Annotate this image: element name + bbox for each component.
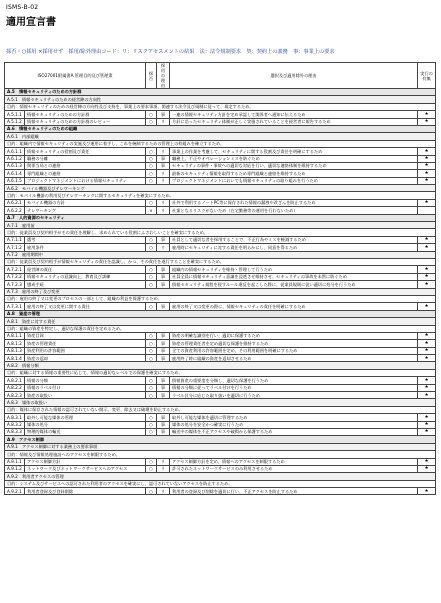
adopt-cell: ○ (146, 392, 157, 399)
implemented-mark: ★ (418, 347, 436, 354)
reason-detail-cell: 情報セキュリティ規程を侵すルール違反を起こした際に、従業員規則に従い適切に処分を行うため (170, 281, 418, 288)
header-reason: 採用の理由 (157, 63, 170, 89)
objective-row (5, 369, 436, 376)
table-row (5, 177, 436, 184)
table-row (5, 428, 436, 435)
control-number: A.6.1.2 (5, 155, 25, 162)
subsection-row (5, 96, 436, 103)
implemented-mark: ★ (418, 392, 436, 399)
reason-code-cell: 事 (157, 155, 170, 162)
reason-code-cell: 事 (157, 111, 170, 118)
implemented-mark: ★ (418, 236, 436, 243)
control-name: モバイル機器の方針 (25, 199, 146, 206)
objective-row (5, 325, 436, 332)
objective-text: 目的：システム及びサービスへの認可された利用者のアクセスを確実にし、認可されていないアクセスを防止するため。 (5, 480, 436, 487)
reason-detail-cell: 事業上の作業を考慮して、セキュリティに関する役割及び責任を明確にするため (170, 148, 418, 155)
reason-code-cell: 事 (157, 162, 170, 169)
reason-code-cell: 事 (157, 281, 170, 288)
adopt-cell: ○ (146, 377, 157, 384)
reason-detail-cell: 方針に沿ったセキュリティ体制が正しく実施されていることを経営者に報告するため (170, 118, 418, 125)
subsection-row (5, 185, 436, 192)
implemented-mark: ★ (418, 355, 436, 362)
reason-detail-cell: 組織内の情報セキュリティを維持・管理して行うため (170, 266, 418, 273)
header-status: 実行の有無 (418, 63, 436, 89)
implemented-mark: ★ (418, 244, 436, 251)
subsection-row (5, 251, 436, 258)
table-row (5, 347, 436, 354)
reason-code-cell: 事 (157, 266, 170, 273)
adopt-cell: ○ (146, 148, 157, 155)
adopt-cell: ○ (146, 118, 157, 125)
control-name: 取外し可能な媒体の管理 (25, 414, 146, 421)
control-number: A.7.1.2 (5, 244, 25, 251)
implemented-mark: ★ (418, 281, 436, 288)
control-number: A.8.1.4 (5, 355, 25, 362)
control-number: A.7.2.3 (5, 281, 25, 288)
adopt-cell: ○ (146, 414, 157, 421)
table-row (5, 392, 436, 399)
control-name: 資産の取扱い (25, 392, 146, 399)
reason-detail-cell: 職務上、不正やオペレーションミスを防ぐため (170, 155, 418, 162)
control-number: A.8.1.2 (5, 340, 25, 347)
control-number: A.5.1.2 (5, 118, 25, 125)
reason-detail-cell: 社員全員に情報セキュリティ意識を浸透させ維持させ、セキュリティの事故を未然に防ぐため (170, 273, 418, 280)
reason-code-cell: 事 (157, 377, 170, 384)
table-row (5, 414, 436, 421)
reason-detail-cell: 情報資産の重要度を分類し、適切な保護を行うため (170, 377, 418, 384)
table-row (5, 488, 436, 495)
section-row (5, 310, 436, 317)
control-name: プロジェクトマネジメントにおける情報セキュリティ (25, 177, 146, 184)
objective-text: 目的：雇用の終了又は変更のプロセスの一部として、組織の利益を保護するため。 (5, 295, 436, 302)
control-name: 関係当局との連絡 (25, 162, 146, 169)
table-row (5, 148, 436, 155)
control-name: 懲戒手続 (25, 281, 146, 288)
reason-code-cell: リ (157, 244, 170, 251)
control-number: A.8.2.3 (5, 392, 25, 399)
reason-detail-cell: 利用者の登録及び削除を適切に行い、不正アクセスを防止するため (170, 488, 418, 495)
objective-row (5, 258, 436, 265)
document-title: 適用宣言書 (6, 17, 56, 28)
subsection-title: A.5.1 情報セキュリティのための経営陣の方向性 (5, 96, 436, 103)
adopt-cell: ○ (146, 428, 157, 435)
adopt-cell: × (146, 207, 157, 214)
table-body (5, 89, 436, 495)
objective-text: 目的：従業員及び契約相手が情報セキュリティの責任を認識し、かつ、その責任を遂行することを確実にするため。 (5, 258, 436, 265)
control-number: A.7.2.1 (5, 266, 25, 273)
reason-detail-cell: 輸送中の媒体を不正アクセスや破損から保護するため (170, 428, 418, 435)
reason-code-cell: リ (157, 488, 170, 495)
reason-detail-cell: 許可されたネットワークサービスのみ利用させるため (170, 465, 418, 472)
section-title: A.6 情報セキュリティのための組織 (5, 125, 436, 132)
implemented-mark: ★ (418, 303, 436, 310)
control-name: 資産の返却 (25, 355, 146, 362)
reason-code-cell: 事 (157, 303, 170, 310)
objective-text: 目的：組織内で情報セキュリティの実施及び運用に着手し、これを統制するための管理上の枠組みを確立するため。 (5, 140, 436, 147)
table-row (5, 384, 436, 391)
reason-detail-cell: ラベル区分に応じた取り扱いを適切に行うため (170, 392, 418, 399)
control-name: 専門組織との連絡 (25, 170, 146, 177)
code-legend: 採否・○採用 ×採用せず 採用/除外理由コード：リ：リスクアセスメントの結果 法：法令規制要求 契：契約上の義務 事：事業上の要求 (6, 49, 335, 55)
control-number: A.6.1.5 (5, 177, 25, 184)
reason-detail-cell: 媒体の処分を安全かつ確実に行うため (170, 421, 418, 428)
objective-text: 目的：情報セキュリティのための経営陣の方向性及び支持を、事業上の要求事項、関連する法令及び規制に従って、規定するため。 (5, 103, 436, 110)
adopt-cell: ○ (146, 273, 157, 280)
reason-code-cell: 事 (157, 384, 170, 391)
table-header-row (5, 63, 436, 89)
header-adopt: 採否 (146, 63, 157, 89)
subsection-row (5, 362, 436, 369)
reason-code-cell: 事 (157, 355, 170, 362)
subsection-title: A.6.2 モバイル機器及びテレワーキング (5, 185, 436, 192)
objective-text: 目的：従業員及び契約相手がその責任を理解し、求められている役割にふさわしいことを確実にするため。 (5, 229, 436, 236)
reason-detail-cell: アクセス制御方針を定め、情報へのアクセスを制限するため (170, 458, 418, 465)
objective-text: 目的：モバイル機器の利用及びテレワーキングに関するセキュリティを確実にするため。 (5, 192, 436, 199)
table-row (5, 377, 436, 384)
control-name: ネットワーク及びネットワークサービスへのアクセス (25, 465, 146, 472)
reason-detail-cell: 資産の管理責任者を定め適切な保護を維持するため (170, 340, 418, 347)
adopt-cell: ○ (146, 465, 157, 472)
reason-code-cell: リ (157, 148, 170, 155)
table-row (5, 162, 436, 169)
control-name: テレワーキング (25, 207, 146, 214)
control-name: 選考 (25, 236, 146, 243)
adopt-cell: ○ (146, 303, 157, 310)
adopt-cell: ○ (146, 488, 157, 495)
control-name: 利用者登録及び登録削除 (25, 488, 146, 495)
control-number: A.7.2.2 (5, 273, 25, 280)
section-title: A.9 アクセス制御 (5, 436, 436, 443)
control-name: 情報の分類 (25, 377, 146, 384)
reason-code-cell: リ (157, 207, 170, 214)
implemented-mark: ★ (418, 384, 436, 391)
implemented-mark: ★ (418, 488, 436, 495)
table-row (5, 421, 436, 428)
implemented-mark: ★ (418, 266, 436, 273)
reason-detail-cell: 情報の分類に従ってラベル付けを行うため (170, 384, 418, 391)
document-id: ISMS-B-02 (6, 4, 39, 11)
control-number: A.9.1.1 (5, 458, 25, 465)
objective-text: 目的：組織の資産を特定し、適切な保護の責任を定めるため。 (5, 325, 436, 332)
section-row (5, 436, 436, 443)
subsection-row (5, 473, 436, 480)
implemented-mark: ★ (418, 199, 436, 206)
table-row (5, 170, 436, 177)
subsection-title: A.7.1 雇用前 (5, 222, 436, 229)
subsection-row (5, 318, 436, 325)
objective-row (5, 140, 436, 147)
adopt-cell: ○ (146, 355, 157, 362)
adopt-cell: ○ (146, 347, 157, 354)
objective-row (5, 451, 436, 458)
reason-detail-cell: 社業となるリスクがないため（在宅勤務等の運用を行わないため） (170, 207, 418, 214)
control-number: A.7.3.1 (5, 303, 25, 310)
subsection-title: A.9.2 利用者アクセスの管理 (5, 473, 436, 480)
adopt-cell: ○ (146, 458, 157, 465)
control-number: A.8.1.1 (5, 332, 25, 339)
implemented-mark: ★ (418, 148, 436, 155)
control-name: 資産目録 (25, 332, 146, 339)
table-row (5, 111, 436, 118)
objective-row (5, 295, 436, 302)
implemented-mark: ★ (418, 162, 436, 169)
section-title: A.7 人的資源のセキュリティ (5, 214, 436, 221)
control-number: A.7.1.1 (5, 236, 25, 243)
control-number: A.8.3.1 (5, 414, 25, 421)
table-row (5, 340, 436, 347)
reason-detail-cell: 社員として適切な者を採用することで、不正行為やミスを軽減するため (170, 236, 418, 243)
control-number: A.6.1.4 (5, 170, 25, 177)
control-name: 経営陣の責任 (25, 266, 146, 273)
subsection-title: A.8.2 情報分類 (5, 362, 436, 369)
implemented-mark: ★ (418, 421, 436, 428)
objective-text: 目的：媒体に保存された情報の認可されていない開示、変更、除去又は破壊を防止するため。 (5, 406, 436, 413)
reason-detail-cell: セキュリティの事件・事故への適切な対応を行い、適切な連絡体制を維持するため (170, 162, 418, 169)
adopt-cell: ○ (146, 244, 157, 251)
reason-code-cell: リ (157, 465, 170, 472)
implemented-mark: ★ (418, 340, 436, 347)
control-name: 雇用の終了又は変更に関する責任 (25, 303, 146, 310)
control-number: A.5.1.1 (5, 111, 25, 118)
reason-detail-cell: 雇用終了時に組織の資産を返却させるため (170, 355, 418, 362)
header-detail: 選択及び適用除外の理由 (170, 63, 418, 89)
control-number: A.6.2.1 (5, 199, 25, 206)
objective-text: 目的：情報及び情報処理施設へのアクセスを制限するため。 (5, 451, 436, 458)
control-name: 物理的媒体の輸送 (25, 428, 146, 435)
section-row (5, 214, 436, 221)
adopt-cell: ○ (146, 111, 157, 118)
control-name: 情報セキュリティのための方針群のレビュー (25, 118, 146, 125)
subsection-title: A.9.1 アクセス制御に対する業務上の要求事項 (5, 443, 436, 450)
reason-detail-cell: 取外し可能な媒体を適切に管理するため (170, 414, 418, 421)
reason-code-cell: 事 (157, 273, 170, 280)
applicability-table (4, 62, 436, 495)
section-title: A.8 資産の管理 (5, 310, 436, 317)
subsection-row (5, 133, 436, 140)
table-row (5, 266, 436, 273)
reason-code-cell: 事 (157, 414, 170, 421)
implemented-mark: ★ (418, 155, 436, 162)
subsection-row (5, 288, 436, 295)
control-name: 情報セキュリティの意識向上、教育及び訓練 (25, 273, 146, 280)
section-row (5, 89, 436, 96)
objective-text: 目的：組織に対する情報の重要性に応じて、情報の適切なレベルでの保護を確実にするため。 (5, 369, 436, 376)
control-name: 資産利用の許容範囲 (25, 347, 146, 354)
objective-row (5, 229, 436, 236)
objective-row (5, 480, 436, 487)
table-row (5, 332, 436, 339)
subsection-title: A.8.1 資産に対する責任 (5, 318, 436, 325)
subsection-title: A.6.1 内部組織 (5, 133, 436, 140)
implemented-mark: ★ (418, 332, 436, 339)
control-name: 情報のラベル付け (25, 384, 146, 391)
table-row (5, 465, 436, 472)
control-number: A.9.2.1 (5, 488, 25, 495)
objective-row (5, 406, 436, 413)
subsection-row (5, 222, 436, 229)
table-row (5, 155, 436, 162)
table-row (5, 244, 436, 251)
control-number: A.6.1.3 (5, 162, 25, 169)
subsection-row (5, 399, 436, 406)
adopt-cell: ○ (146, 384, 157, 391)
reason-detail-cell: 雇用の終了又は変更の際に、情報セキュリティの責任を明確にするため (170, 303, 418, 310)
header-control: ISO27001附属書A 管理目的及び管理策 (5, 63, 146, 89)
reason-code-cell: リ (157, 170, 170, 177)
implemented-mark: ★ (418, 414, 436, 421)
control-number: A.6.2.2 (5, 207, 25, 214)
subsection-title: A.7.2 雇用期間中 (5, 251, 436, 258)
reason-code-cell: 事 (157, 340, 170, 347)
control-number: A.8.1.3 (5, 347, 25, 354)
adopt-cell: ○ (146, 266, 157, 273)
control-name: 情報セキュリティの役割及び責任 (25, 148, 146, 155)
reason-code-cell: 事 (157, 392, 170, 399)
table-row (5, 355, 436, 362)
implemented-mark: ★ (418, 273, 436, 280)
table-row (5, 273, 436, 280)
reason-detail-cell: プロジェクトマネジメントにおいても情報セキュリティの取り組みを行うため (170, 177, 418, 184)
control-name: 媒体の処分 (25, 421, 146, 428)
subsection-row (5, 443, 436, 450)
implemented-mark: ★ (418, 177, 436, 184)
reason-code-cell: リ (157, 458, 170, 465)
adopt-cell: ○ (146, 281, 157, 288)
objective-row (5, 192, 436, 199)
reason-code-cell: 事 (157, 236, 170, 243)
adopt-cell: ○ (146, 177, 157, 184)
control-name: 資産の管理責任 (25, 340, 146, 347)
control-number: A.6.1.1 (5, 148, 25, 155)
implemented-mark: ★ (418, 458, 436, 465)
adopt-cell: ○ (146, 155, 157, 162)
control-number: A.8.2.1 (5, 377, 25, 384)
reason-detail-cell: 雇用時にセキュリティに対する責任を明らかにし、同意を得るため (170, 244, 418, 251)
implemented-mark (418, 207, 436, 214)
reason-code-cell: 事 (157, 428, 170, 435)
reason-code-cell: 事 (157, 347, 170, 354)
control-name: 雇用条件 (25, 244, 146, 251)
table-row (5, 118, 436, 125)
reason-detail-cell: 全ての資産利用の許容範囲を定め、その利用範囲を明確にするため (170, 347, 418, 354)
table-row (5, 303, 436, 310)
table-row (5, 207, 436, 214)
adopt-cell: ○ (146, 340, 157, 347)
implemented-mark: ★ (418, 428, 436, 435)
adopt-cell: ○ (146, 236, 157, 243)
section-row (5, 125, 436, 132)
table-row (5, 236, 436, 243)
control-number: A.9.1.2 (5, 465, 25, 472)
control-name: アクセス制御方針 (25, 458, 146, 465)
implemented-mark: ★ (418, 377, 436, 384)
control-number: A.8.3.2 (5, 421, 25, 428)
adopt-cell: ○ (146, 332, 157, 339)
reason-code-cell: リ (157, 177, 170, 184)
reason-code-cell: リ (157, 118, 170, 125)
reason-code-cell: リ (157, 199, 170, 206)
reason-detail-cell: 社外で利用するノートPC等に保存された情報の漏洩や改ざんを防止するため (170, 199, 418, 206)
reason-code-cell: 事 (157, 332, 170, 339)
control-name: 職務の分離 (25, 155, 146, 162)
adopt-cell: ○ (146, 421, 157, 428)
control-name: 情報セキュリティのための方針群 (25, 111, 146, 118)
implemented-mark: ★ (418, 170, 436, 177)
control-number: A.8.2.2 (5, 384, 25, 391)
table-row (5, 458, 436, 465)
implemented-mark: ★ (418, 111, 436, 118)
reason-detail-cell: 資産の明確な識別を行い、適切に保護するため (170, 332, 418, 339)
subsection-title: A.8.3 媒体の取扱い (5, 399, 436, 406)
reason-code-cell: 事 (157, 421, 170, 428)
table-row (5, 281, 436, 288)
implemented-mark: ★ (418, 465, 436, 472)
implemented-mark: ★ (418, 118, 436, 125)
adopt-cell: ○ (146, 170, 157, 177)
adopt-cell: ○ (146, 199, 157, 206)
objective-row (5, 103, 436, 110)
control-number: A.8.3.3 (5, 428, 25, 435)
section-title: A.5 情報セキュリティのための方針群 (5, 89, 436, 96)
reason-detail-cell: 最新のセキュリティ情報を取得するため専門組織と連絡を維持するため (170, 170, 418, 177)
table-row (5, 199, 436, 206)
subsection-title: A.7.3 雇用の終了及び変更 (5, 288, 436, 295)
reason-detail-cell: 一連の情報セキュリティ方針を定め承認して関係者へ通知に伝えるため (170, 111, 418, 118)
adopt-cell: ○ (146, 162, 157, 169)
